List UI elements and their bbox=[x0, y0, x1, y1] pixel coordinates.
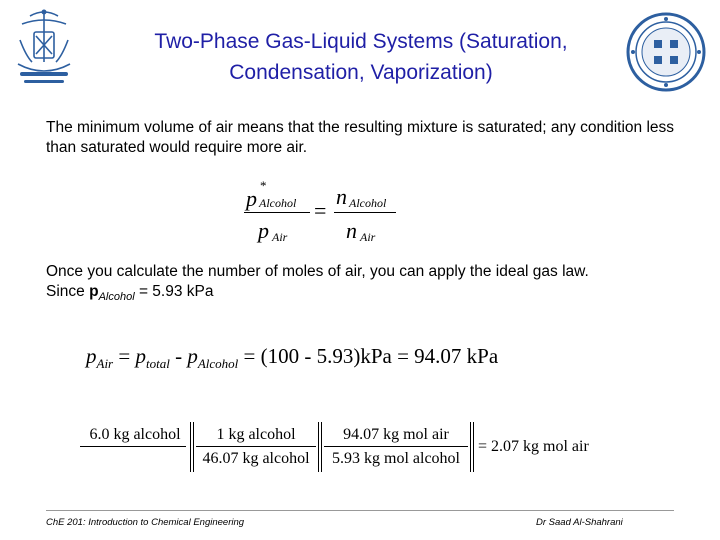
conv-divider-1b bbox=[193, 422, 194, 472]
p-alcohol-sub: Alcohol bbox=[197, 356, 239, 372]
since-p: p bbox=[89, 283, 99, 300]
minus-sign: - bbox=[169, 344, 188, 368]
den-left-p: p bbox=[258, 218, 269, 243]
p-air-sub: Air bbox=[96, 356, 114, 372]
den-left-sub: Air bbox=[272, 230, 288, 244]
footer-author: Dr Saad Al-Shahrani bbox=[536, 517, 623, 528]
since-sub: Alcohol bbox=[98, 291, 135, 304]
den-right-sub: Air bbox=[360, 230, 376, 244]
num-left-sub: Alcohol bbox=[259, 196, 297, 210]
conv-cell-1-num: 6.0 kg alcohol bbox=[89, 426, 181, 443]
conv-cell-3-den: 5.93 kg mol alcohol bbox=[332, 450, 460, 467]
conv-divider-2a bbox=[318, 422, 319, 472]
page-title bbox=[96, 26, 626, 88]
ideal-gas-line: Once you calculate the number of moles of air, you can apply the ideal gas law. bbox=[46, 263, 589, 280]
title-line-1: Two-Phase Gas-Liquid Systems (Saturation, bbox=[154, 30, 568, 53]
eq-sign-1: = bbox=[113, 344, 136, 368]
conv-bar-1 bbox=[80, 446, 186, 447]
conv-divider-3b bbox=[473, 422, 474, 472]
conv-bar-3 bbox=[324, 446, 468, 447]
conversion-chain bbox=[80, 418, 620, 474]
since-prefix: Since bbox=[46, 283, 90, 300]
title-line-2: Condensation, Vaporization) bbox=[229, 61, 493, 84]
conv-cell-2-num: 1 kg alcohol bbox=[216, 426, 296, 443]
p-alcohol: p bbox=[187, 344, 198, 368]
fraction-bar-right bbox=[334, 212, 396, 213]
num-left-star: * bbox=[260, 178, 267, 193]
since-value: = 5.93 kPa bbox=[134, 283, 214, 300]
num-left-p: p bbox=[246, 186, 257, 211]
conv-cell-3-num: 94.07 kg mol air bbox=[343, 426, 449, 443]
conv-cell-2-den: 46.07 kg alcohol bbox=[202, 450, 310, 467]
footer-course: ChE 201: Introduction to Chemical Engineering bbox=[46, 517, 245, 528]
conv-result: = 2.07 kg mol air bbox=[478, 438, 589, 455]
num-right-sub: Alcohol bbox=[349, 196, 387, 210]
p-total: p bbox=[135, 344, 146, 368]
ideal-gas-paragraph bbox=[46, 262, 686, 307]
conv-bar-2 bbox=[196, 446, 316, 447]
conv-divider-1a bbox=[190, 422, 191, 472]
equals-sign: = bbox=[314, 198, 327, 223]
conv-divider-2b bbox=[321, 422, 322, 472]
partial-pressure-equation bbox=[86, 344, 498, 372]
p-air: p bbox=[86, 344, 97, 368]
conv-divider-3a bbox=[470, 422, 471, 472]
intro-paragraph: The minimum volume of air means that the resulting mixture is saturated; any condition less than saturated would require more air. bbox=[46, 119, 675, 156]
footer-divider bbox=[46, 510, 674, 511]
num-right-n: n bbox=[336, 184, 347, 209]
mole-ratio-equation bbox=[244, 176, 404, 246]
fraction-bar-left bbox=[244, 212, 310, 213]
p-total-sub: total bbox=[145, 356, 170, 372]
pressure-result: = (100 - 5.93)kPa = 94.07 kPa bbox=[238, 344, 499, 368]
den-right-n: n bbox=[346, 218, 357, 243]
since-line bbox=[46, 282, 686, 307]
department-seal-icon bbox=[624, 10, 708, 94]
university-emblem-icon bbox=[8, 6, 80, 90]
